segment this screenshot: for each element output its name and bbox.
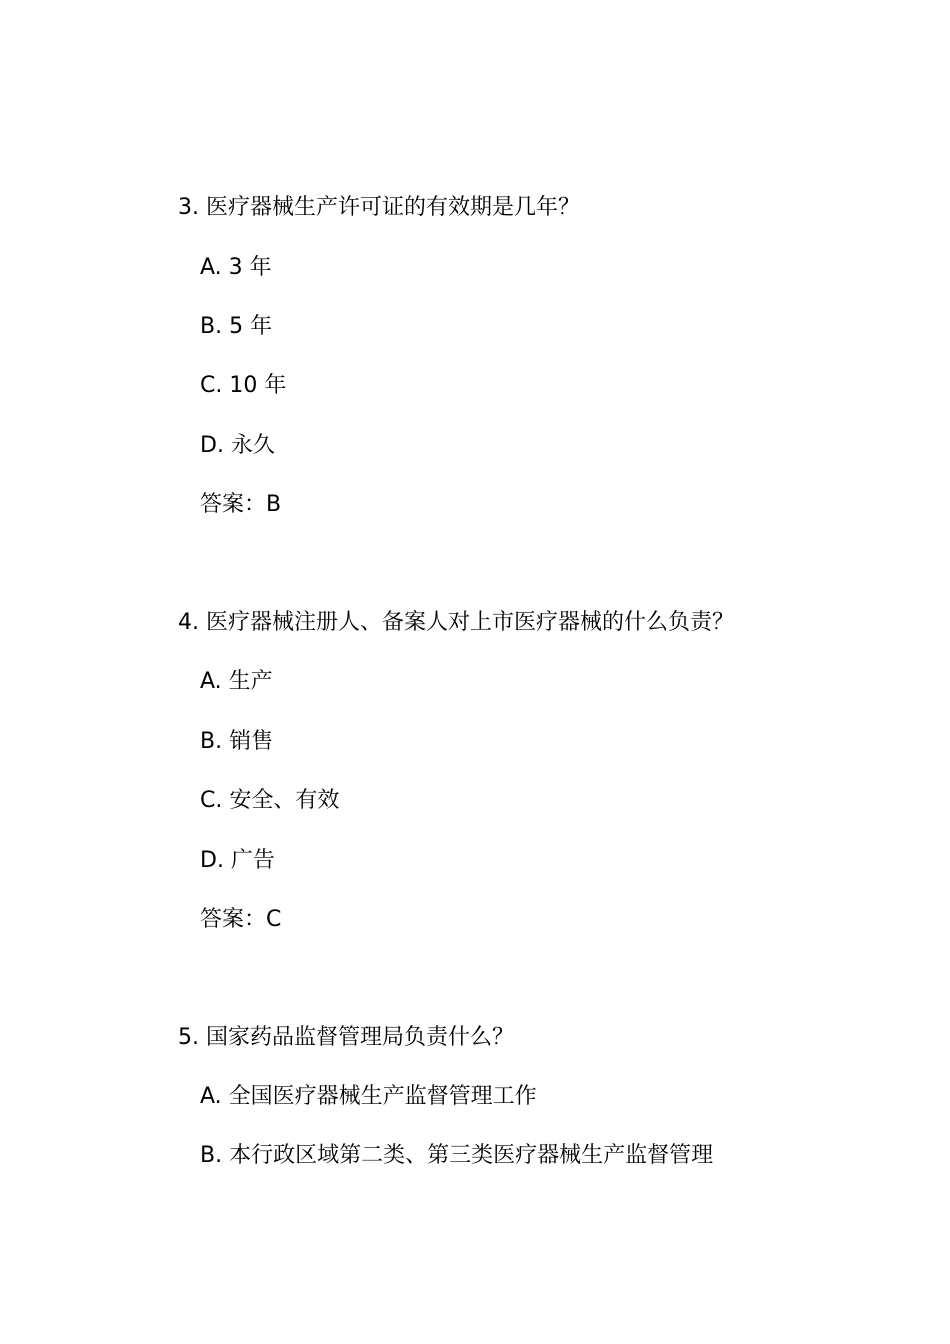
question-3-text: 3. 医疗器械生产许可证的有效期是几年？ bbox=[178, 195, 580, 220]
question-3-option-c: C. 10 年 bbox=[200, 373, 287, 398]
question-4-option-c: C. 安全、有效 bbox=[200, 788, 340, 813]
question-4-text: 4. 医疗器械注册人、备案人对上市医疗器械的什么负责？ bbox=[178, 610, 734, 635]
question-5-option-b: B. 本行政区域第二类、第三类医疗器械生产监督管理 bbox=[200, 1143, 714, 1168]
question-3-option-a: A. 3 年 bbox=[200, 255, 272, 280]
question-3-option-b: B. 5 年 bbox=[200, 314, 273, 339]
question-5-option-a: A. 全国医疗器械生产监督管理工作 bbox=[200, 1084, 537, 1109]
question-4-option-d: D. 广告 bbox=[200, 848, 275, 873]
question-4-option-b: B. 销售 bbox=[200, 729, 274, 754]
question-5-text: 5. 国家药品监督管理局负责什么？ bbox=[178, 1025, 514, 1050]
question-4-option-a: A. 生产 bbox=[200, 669, 273, 694]
question-4-answer: 答案：C bbox=[200, 907, 282, 932]
question-3-option-d: D. 永久 bbox=[200, 433, 275, 458]
question-3-answer: 答案：B bbox=[200, 492, 282, 517]
